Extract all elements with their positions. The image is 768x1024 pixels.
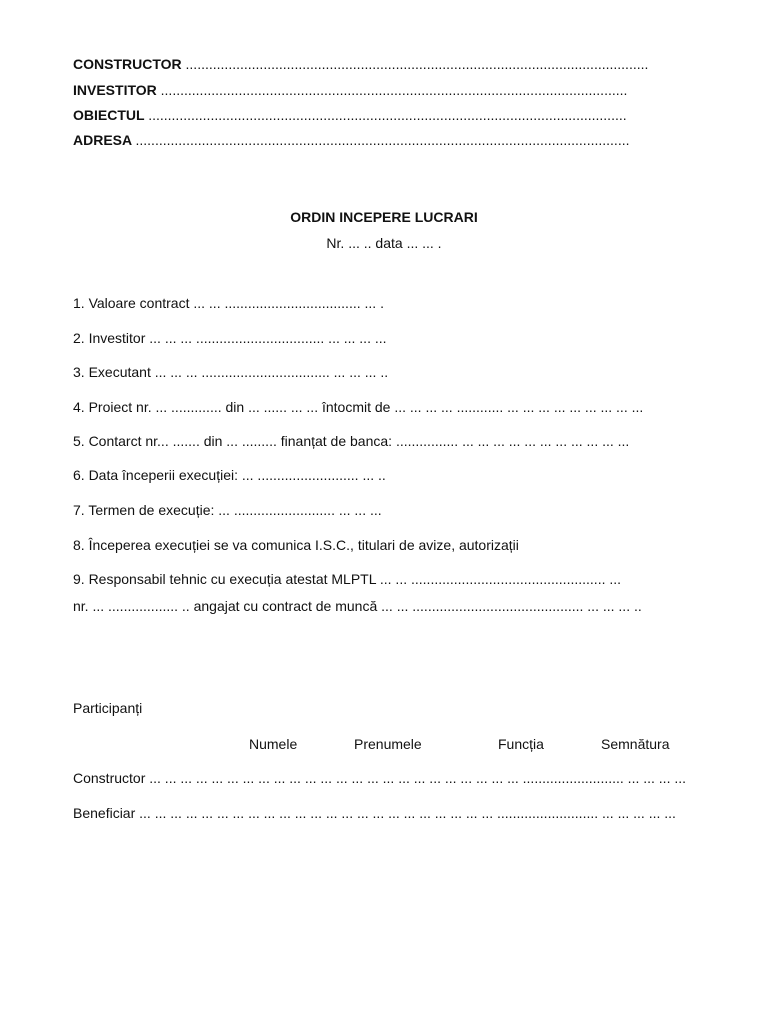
item-termen-executie: 7. Termen de execuție: ... .......................... ... ... ... [73,502,382,518]
header-adresa-label: ADRESA [73,132,132,148]
header-adresa-dots: ............................................................................................................................... [135,132,630,148]
item-valoare-contract: 1. Valoare contract ... ... ................................... ... . [73,295,384,311]
item-executant: 3. Executant ... ... ... ................................. ... ... ... .. [73,364,389,380]
document-subtitle: Nr. ... .. data ... ... . [326,235,442,251]
column-semnatura: Semnătura [601,736,670,752]
item-responsabil-tehnic: 9. Responsabil tehnic cu execuția atestat MLPTL ... ... .................................................. ... [73,571,622,587]
header-adresa [73,131,630,149]
header-investitor-dots: ........................................................................................................................ [160,82,628,98]
header-obiectul-dots: ........................................................................................................................... [148,107,627,123]
participant-row-constructor [73,769,686,787]
column-prenumele: Prenumele [354,736,422,752]
item-data-inceperii: 6. Data începerii execuției: ... .......................... ... .. [73,467,386,483]
column-numele: Numele [249,736,298,752]
header-investitor-label: INVESTITOR [73,82,157,98]
column-functia: Funcția [498,736,544,752]
header-obiectul-label: OBIECTUL [73,107,145,123]
participant-row-beneficiar [73,804,676,822]
item-proiect: 4. Proiect nr. ... ............. din ... ...... ... ... întocmit de ... ... ... ... ............ ... ... ... ... ... ... ... ... ... [73,399,644,415]
item-responsabil-nr: nr. ... .................. .. angajat cu contract de muncă ... ... ............................................ ... ... ... .. [73,598,642,614]
participant-row-dots: ... ... ... ... ... ... ... ... ... ... ... ... ... ... ... ... ... ... ... ... ... ... ... .......................... ... ... ... ... ... [139,805,676,821]
item-comunicare: 8. Începerea execuției se va comunica I.S.C., titulari de avize, autorizații [73,537,519,553]
document-title: ORDIN INCEPERE LUCRARI [290,209,478,225]
header-constructor-label: CONSTRUCTOR [73,56,182,72]
header-obiectul [73,106,627,124]
item-contract: 5. Contarct nr... ....... din ... ......... finanțat de banca: ................ ... ... ... ... ... ... ... ... ... ... ... [73,433,630,449]
participant-row-label: Constructor [73,770,146,786]
participant-row-dots: ... ... ... ... ... ... ... ... ... ... ... ... ... ... ... ... ... ... ... ... ... ... ... ... .......................... ... ... ... ... [149,770,687,786]
header-constructor [73,55,648,73]
participant-row-label: Beneficiar [73,805,136,821]
item-investitor: 2. Investitor ... ... ... ................................. ... ... ... ... [73,330,387,346]
header-investitor [73,81,627,99]
header-constructor-dots: ....................................................................................................................... [185,56,649,72]
participants-label: Participanți [73,700,143,716]
